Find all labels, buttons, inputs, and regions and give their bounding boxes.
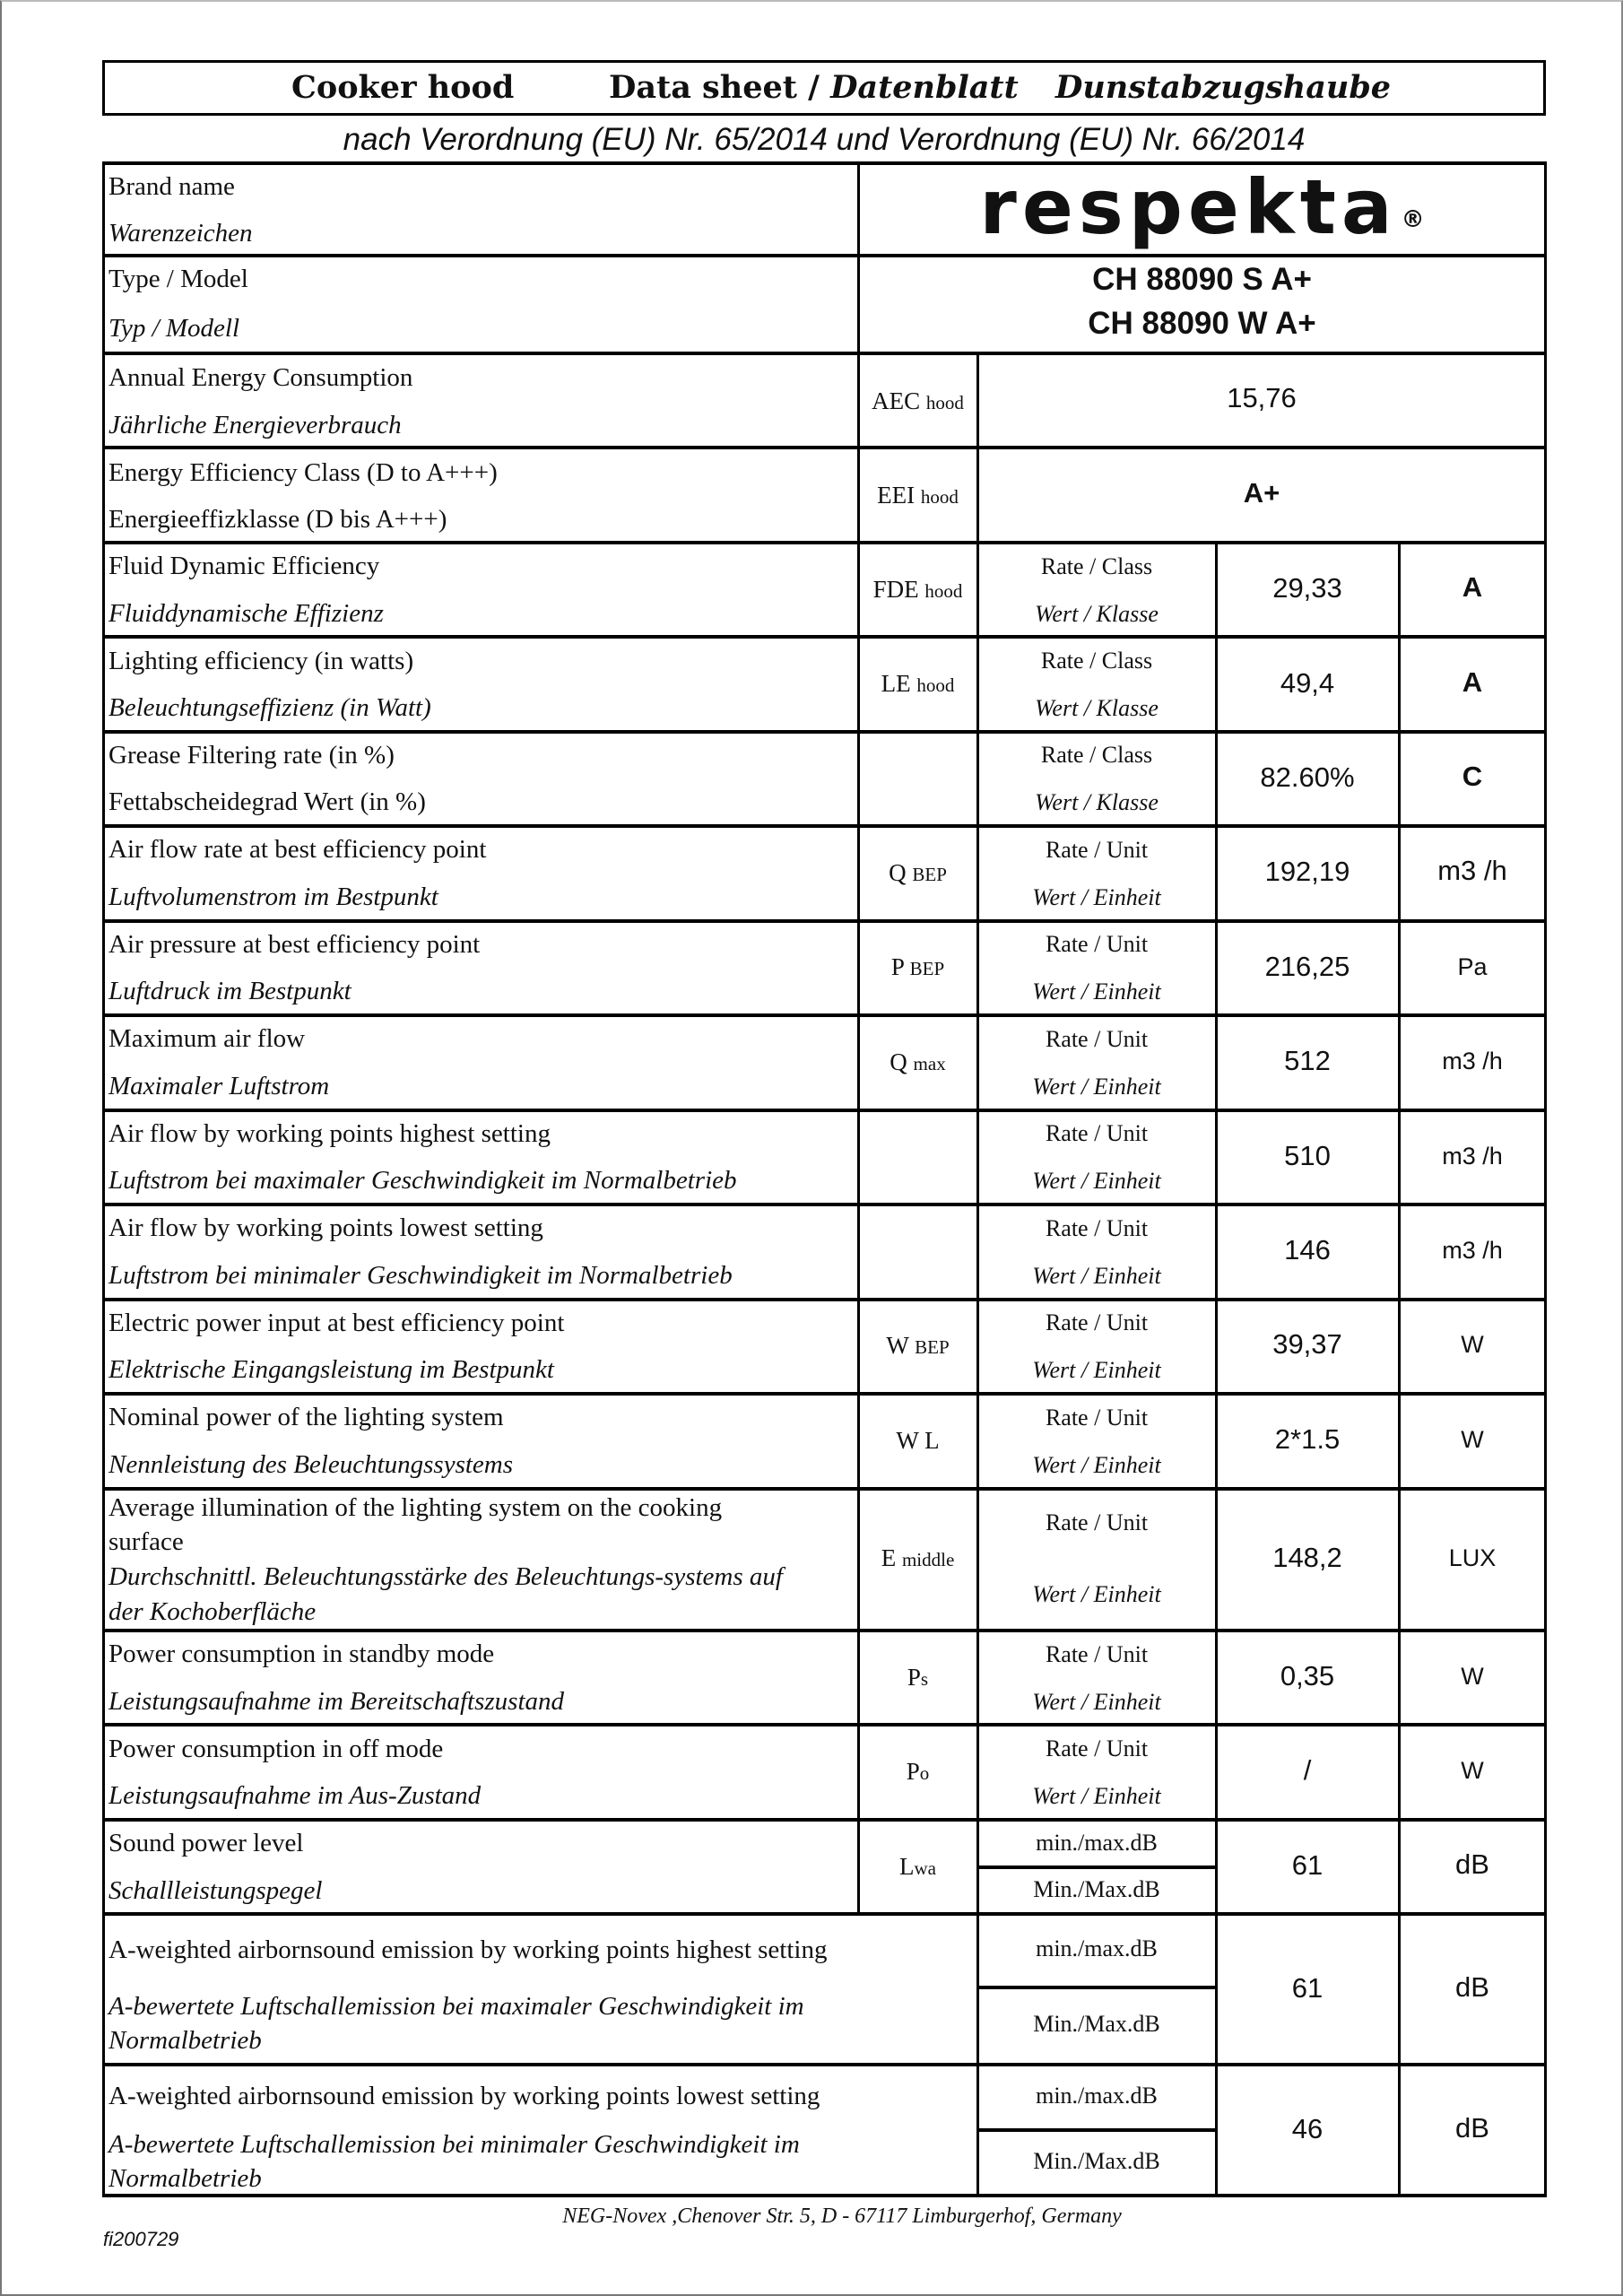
title-datasheet-en: Data sheet / bbox=[609, 69, 831, 106]
row-label-en: Lighting efficiency (in watts) bbox=[108, 647, 414, 675]
row-line bbox=[102, 919, 1547, 923]
row-value: 39,37 bbox=[1272, 1328, 1342, 1360]
row-label-de: Luftstrom bei maximaler Geschwindigkeit im Normalbetrieb bbox=[108, 1166, 737, 1195]
row-label-en: Maximum air flow bbox=[108, 1024, 306, 1053]
regulation-subtitle: nach Verordnung (EU) Nr. 65/2014 und Verordnung (EU) Nr. 66/2014 bbox=[343, 122, 1306, 157]
row-symbol: W BEP bbox=[886, 1332, 950, 1359]
row-value: 0,35 bbox=[1280, 1660, 1335, 1692]
row-rate-label-de: Wert / Einheit bbox=[1032, 1168, 1161, 1194]
row-line bbox=[102, 1392, 1547, 1396]
row-label-en: Nominal power of the lighting system bbox=[108, 1403, 504, 1431]
row-symbol: AEC hood bbox=[872, 387, 964, 414]
row-label-de: Elektrische Eingangsleistung im Bestpunkt bbox=[108, 1355, 554, 1384]
row-rate-label-de: Wert / Einheit bbox=[1032, 1263, 1161, 1289]
row-line bbox=[102, 1109, 1547, 1112]
row-rate-label-en: Rate / Class bbox=[1040, 648, 1153, 674]
row-value: 29,33 bbox=[1272, 572, 1342, 604]
row-label-de: Luftdruck im Bestpunkt bbox=[108, 977, 352, 1005]
row-label-en: Grease Filtering rate (in %) bbox=[108, 741, 395, 770]
row-unit: W bbox=[1461, 1331, 1484, 1358]
row-label-en: Fluid Dynamic Efficiency bbox=[108, 552, 380, 580]
row-unit: W bbox=[1461, 1663, 1484, 1690]
row-unit: dB bbox=[1455, 1848, 1489, 1880]
row-rate-label-de: Min./Max.dB bbox=[1033, 2148, 1160, 2174]
row-label-de: A-bewertete Luftschallemission bei minimaler Geschwindigkeit im bbox=[108, 2130, 800, 2159]
row-rate-label-en: Rate / Unit bbox=[1045, 1405, 1149, 1431]
sub-row-line bbox=[976, 1986, 1217, 1989]
row-symbol: Lwa bbox=[899, 1853, 936, 1880]
row-rate-label-de: Wert / Einheit bbox=[1032, 1357, 1161, 1383]
row-label-en: Average illumination of the lighting system on the cooking bbox=[108, 1493, 723, 1522]
row-line bbox=[102, 254, 1547, 257]
row-symbol: Q max bbox=[890, 1048, 946, 1075]
row-unit: dB bbox=[1455, 2112, 1489, 2144]
row-value: 46 bbox=[1291, 2113, 1324, 2144]
row-line bbox=[102, 1818, 1547, 1822]
row-rate-label-de: Wert / Einheit bbox=[1032, 1581, 1161, 1607]
row-value: 146 bbox=[1284, 1234, 1331, 1265]
row-line bbox=[102, 824, 1547, 828]
row-label-en: Air flow rate at best efficiency point bbox=[108, 835, 487, 864]
row-label-de: Maximaler Luftstrom bbox=[108, 1072, 330, 1100]
row-line bbox=[102, 1487, 1547, 1491]
row-rate-label-en: Rate / Unit bbox=[1045, 1735, 1149, 1761]
row-value: 61 bbox=[1291, 1972, 1324, 2004]
row-symbol: LE hood bbox=[881, 670, 955, 697]
row-rate-label-en: Rate / Unit bbox=[1045, 837, 1149, 863]
row-label-en-cont: surface bbox=[108, 1527, 184, 1556]
model-label-de: Typ / Modell bbox=[108, 314, 240, 343]
row-symbol: W L bbox=[896, 1427, 940, 1454]
brand-label-en: Brand name bbox=[108, 172, 235, 201]
title-english: Cooker hood bbox=[291, 69, 515, 106]
row-label-en: Air flow by working points lowest setting bbox=[108, 1213, 543, 1242]
row-rate-label-de: Wert / Klasse bbox=[1035, 789, 1159, 815]
row-value: 15,76 bbox=[1227, 382, 1297, 413]
row-unit: m3 /h bbox=[1442, 1048, 1503, 1074]
row-unit: W bbox=[1461, 1426, 1484, 1453]
row-symbol: Ps bbox=[907, 1664, 929, 1691]
brand-logo-text: respekta bbox=[979, 163, 1398, 251]
row-label-de: Energieeffizklasse (D bis A+++) bbox=[108, 505, 447, 534]
row-rate-label-de: Wert / Klasse bbox=[1035, 601, 1159, 627]
row-line bbox=[102, 635, 1547, 639]
row-line bbox=[102, 352, 1547, 355]
row-rate-label-en: Rate / Class bbox=[1040, 742, 1153, 768]
sub-row-line bbox=[976, 1866, 1217, 1869]
model-label-en: Type / Model bbox=[108, 265, 248, 293]
row-label-de: Jährliche Energieverbrauch bbox=[108, 411, 402, 439]
brand-logo bbox=[858, 163, 1546, 251]
row-rate-label-en: Rate / Unit bbox=[1045, 1309, 1149, 1335]
row-value: 148,2 bbox=[1272, 1542, 1342, 1573]
row-label-de: Leistungsaufnahme im Aus-Zustand bbox=[108, 1781, 482, 1810]
row-label-de: Fluiddynamische Effizienz bbox=[108, 599, 384, 628]
row-value: A+ bbox=[1243, 477, 1280, 509]
row-unit: Pa bbox=[1457, 953, 1488, 980]
row-label-de-cont: Normalbetrieb bbox=[108, 2026, 262, 2055]
row-rate-label-de: Wert / Einheit bbox=[1032, 978, 1161, 1004]
row-value: 216,25 bbox=[1264, 951, 1350, 982]
sub-row-line bbox=[976, 2128, 1217, 2132]
document-code: fi200729 bbox=[103, 2228, 179, 2250]
row-value: 512 bbox=[1284, 1045, 1331, 1076]
row-label-en: Electric power input at best efficiency point bbox=[108, 1309, 565, 1337]
row-label-de-cont: Normalbetrieb bbox=[108, 2164, 262, 2193]
row-label-de: Nennleistung des Beleuchtungssystems bbox=[108, 1450, 514, 1479]
row-line bbox=[102, 541, 1547, 544]
row-symbol: EEI hood bbox=[877, 482, 959, 509]
row-label-en: Sound power level bbox=[108, 1829, 304, 1857]
row-label-en: Energy Efficiency Class (D to A+++) bbox=[108, 458, 498, 487]
row-class: C bbox=[1462, 761, 1483, 792]
row-line bbox=[102, 1013, 1547, 1017]
row-class: A bbox=[1462, 666, 1483, 698]
row-rate-label-de: Wert / Einheit bbox=[1032, 1452, 1161, 1478]
row-rate-label-en: min./max.dB bbox=[1036, 2083, 1158, 2109]
registered-mark-icon: ® bbox=[1401, 206, 1425, 233]
row-unit: LUX bbox=[1448, 1544, 1497, 1571]
row-symbol: Po bbox=[906, 1758, 930, 1785]
row-label-de: Fettabscheidegrad Wert (in %) bbox=[108, 787, 426, 816]
row-class: A bbox=[1462, 571, 1483, 603]
row-value: 61 bbox=[1291, 1849, 1324, 1881]
row-rate-label-de: Wert / Einheit bbox=[1032, 884, 1161, 910]
row-label-de: Beleuchtungseffizienz (in Watt) bbox=[108, 693, 431, 722]
row-rate-label-en: Rate / Unit bbox=[1045, 1215, 1149, 1241]
title-datasheet-de: Datenblatt bbox=[830, 69, 1019, 106]
row-unit: W bbox=[1461, 1757, 1484, 1784]
row-label-en: Annual Energy Consumption bbox=[108, 363, 413, 392]
row-label-en: Air flow by working points highest setting bbox=[108, 1119, 551, 1148]
row-rate-label-de: Wert / Klasse bbox=[1035, 695, 1159, 721]
row-rate-label-en: min./max.dB bbox=[1036, 1935, 1158, 1961]
row-label-en: A-weighted airbornsound emission by working points lowest setting bbox=[108, 2082, 820, 2110]
row-symbol: E middle bbox=[881, 1544, 955, 1571]
row-unit: m3 /h bbox=[1437, 855, 1507, 886]
manufacturer-address: NEG-Novex ,Chenover Str. 5, D - 67117 Limburgerhof, Germany bbox=[562, 2205, 1122, 2228]
row-label-en: Power consumption in off mode bbox=[108, 1735, 444, 1763]
row-line bbox=[102, 2063, 1547, 2066]
row-line bbox=[102, 1203, 1547, 1206]
row-symbol: FDE hood bbox=[872, 576, 963, 603]
table-border-right bbox=[1544, 162, 1547, 2196]
model-value-s: CH 88090 S A+ bbox=[1092, 262, 1312, 297]
row-rate-label-de: Min./Max.dB bbox=[1033, 2011, 1160, 2037]
row-label-de-cont: der Kochoberfläche bbox=[108, 1597, 317, 1626]
model-value-w: CH 88090 W A+ bbox=[1088, 306, 1316, 341]
row-label-de: Durchschnittl. Beleuchtungsstärke des Beleuchtungs-systems auf bbox=[108, 1562, 783, 1591]
row-rate-label-en: Rate / Unit bbox=[1045, 1026, 1149, 1052]
col-divider-1 bbox=[857, 162, 860, 1913]
row-value: 2*1.5 bbox=[1274, 1423, 1341, 1455]
row-rate-label-de: Wert / Einheit bbox=[1032, 1689, 1161, 1715]
row-label-de: Luftvolumenstrom im Bestpunkt bbox=[108, 883, 438, 911]
row-symbol: P BEP bbox=[890, 953, 945, 980]
row-unit: m3 /h bbox=[1442, 1143, 1503, 1170]
row-value: 49,4 bbox=[1280, 667, 1335, 699]
row-label-de: A-bewertete Luftschallemission bei maximaler Geschwindigkeit im bbox=[108, 1992, 804, 2021]
row-line bbox=[102, 1629, 1547, 1632]
row-rate-label-en: Rate / Unit bbox=[1045, 931, 1149, 957]
brand-label-de: Warenzeichen bbox=[108, 219, 253, 248]
row-label-en: Air pressure at best efficiency point bbox=[108, 930, 481, 959]
row-value: 82.60% bbox=[1260, 761, 1355, 793]
row-label-de: Luftstrom bei minimaler Geschwindigkeit im Normalbetrieb bbox=[108, 1261, 733, 1290]
row-value: 510 bbox=[1284, 1140, 1331, 1171]
row-value: / bbox=[1303, 1754, 1312, 1786]
row-line bbox=[102, 1723, 1547, 1726]
row-rate-label-en: min./max.dB bbox=[1036, 1830, 1158, 1856]
row-rate-label-de: Min./Max.dB bbox=[1033, 1876, 1160, 1902]
row-rate-label-en: Rate / Unit bbox=[1045, 1509, 1149, 1535]
row-rate-label-en: Rate / Unit bbox=[1045, 1641, 1149, 1667]
row-label-en: Power consumption in standby mode bbox=[108, 1639, 495, 1668]
row-unit: m3 /h bbox=[1442, 1237, 1503, 1264]
row-label-en: A-weighted airbornsound emission by working points highest setting bbox=[108, 1935, 828, 1964]
row-unit: dB bbox=[1455, 1971, 1489, 2003]
row-rate-label-de: Wert / Einheit bbox=[1032, 1783, 1161, 1809]
title-german: Dunstabzugshaube bbox=[1055, 69, 1392, 106]
row-line bbox=[102, 1298, 1547, 1301]
row-label-de: Leistungsaufnahme im Bereitschaftszustand bbox=[108, 1687, 565, 1716]
row-symbol: Q BEP bbox=[889, 859, 947, 886]
row-value: 192,19 bbox=[1264, 856, 1350, 887]
row-line bbox=[102, 730, 1547, 734]
row-line bbox=[102, 446, 1547, 449]
row-rate-label-en: Rate / Class bbox=[1040, 553, 1153, 579]
row-rate-label-en: Rate / Unit bbox=[1045, 1120, 1149, 1146]
row-rate-label-de: Wert / Einheit bbox=[1032, 1074, 1161, 1100]
table-border-left bbox=[102, 162, 105, 2196]
row-line bbox=[102, 1912, 1547, 1916]
row-label-de: Schallleistungspegel bbox=[108, 1876, 323, 1905]
row-line bbox=[102, 2194, 1547, 2197]
